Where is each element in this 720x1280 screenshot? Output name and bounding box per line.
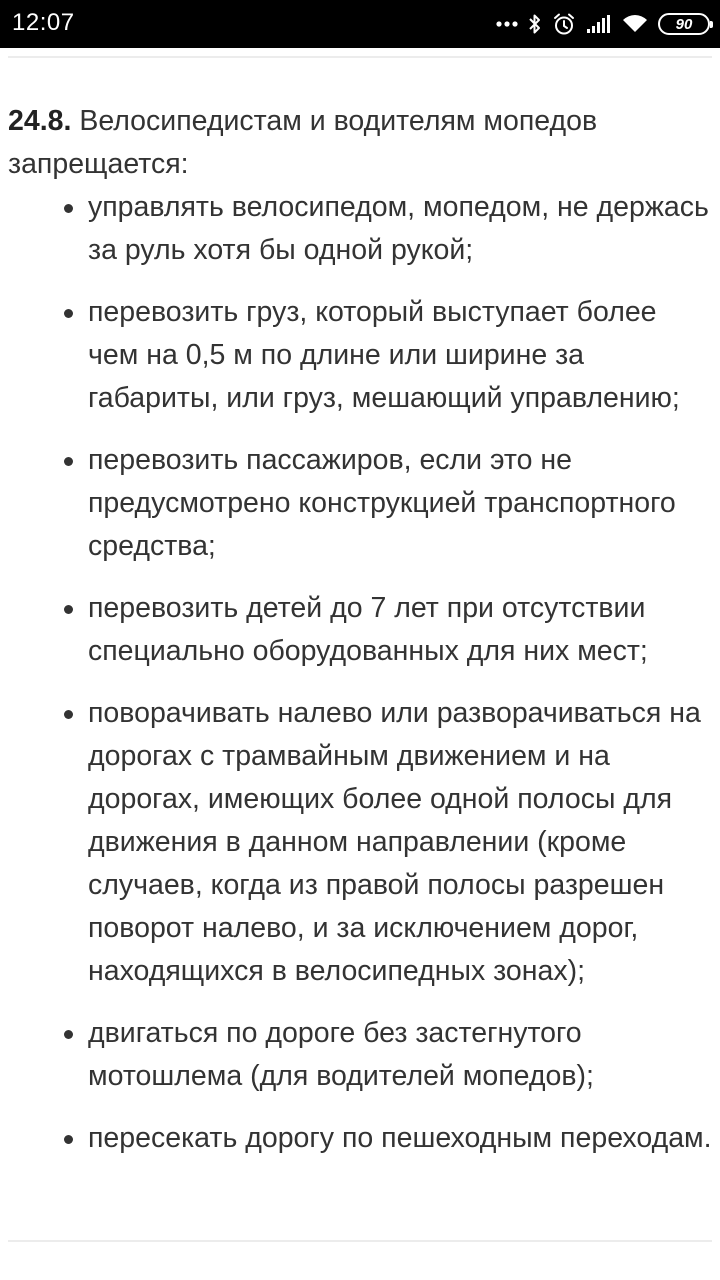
bluetooth-icon — [528, 12, 542, 36]
rules-list — [8, 186, 712, 1160]
list-item: пересекать дорогу по пешеходным переходам. — [8, 1117, 712, 1160]
list-item: перевозить пассажиров, если это не предусмотрено конструкцией транспортного средства; — [8, 439, 712, 568]
wifi-icon — [622, 14, 648, 34]
list-item: управлять велосипедом, мопедом, не держась за руль хотя бы одной рукой; — [8, 186, 712, 272]
cell-signal-icon — [586, 14, 612, 34]
battery-icon — [658, 13, 710, 35]
more-dots-icon — [496, 20, 518, 28]
list-item: перевозить груз, который выступает более чем на 0,5 м по длине или ширине за габариты, или груз, мешающий управлению; — [8, 291, 712, 420]
top-divider — [8, 56, 712, 58]
list-item: поворачивать налево или разворачиваться на дорогах с трамвайным движением и на дорогах, имеющих более одной полосы для движения в данном направлении (кроме случаев, когда из правой полосы разрешен поворот налево, и за исключением дорог, находящихся в велосипедных зонах); — [8, 692, 712, 993]
section-heading — [8, 100, 712, 186]
list-item: перевозить детей до 7 лет при отсутствии специально оборудованных для них мест; — [8, 587, 712, 673]
article — [8, 100, 712, 1160]
status-bar — [0, 0, 720, 48]
section-number: 24.8. — [8, 105, 72, 137]
alarm-icon — [552, 12, 576, 36]
status-icons — [496, 8, 710, 40]
battery-level: 90 — [675, 15, 693, 33]
bottom-divider — [8, 1240, 712, 1242]
status-time: 12:07 — [12, 9, 75, 36]
section-title: Велосипедистам и водителям мопедов запрещается: — [8, 105, 598, 180]
list-item: двигаться по дороге без застегнутого мотошлема (для водителей мопедов); — [8, 1012, 712, 1098]
